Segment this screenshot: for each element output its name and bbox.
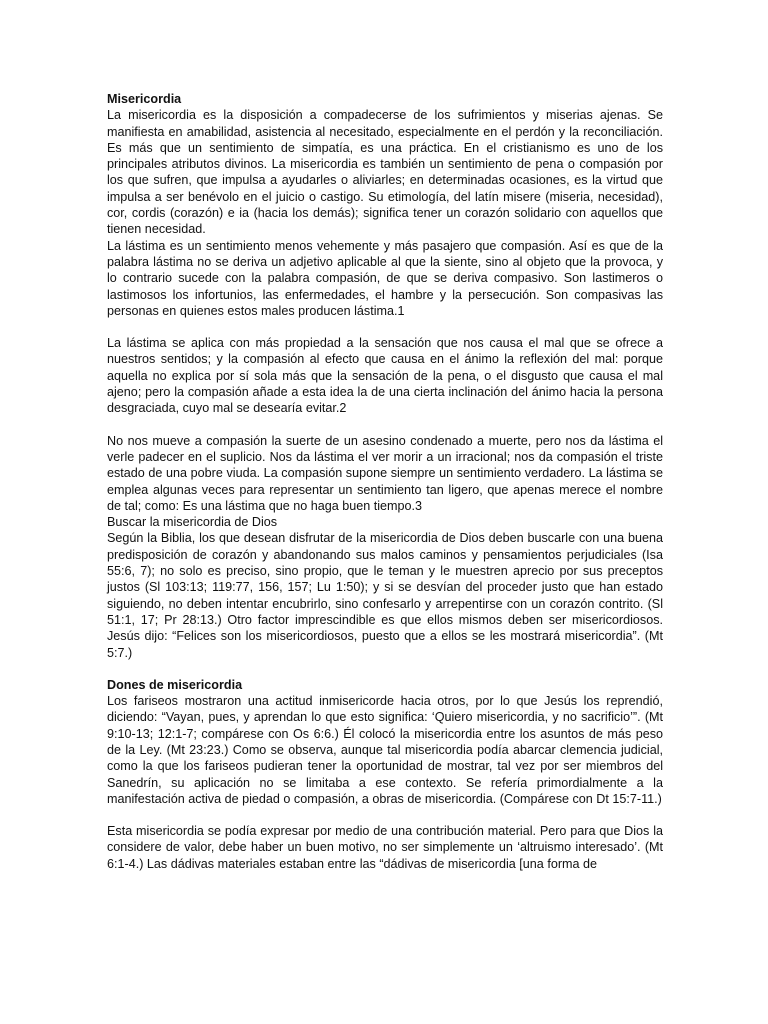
paragraph-definition: La misericordia es la disposición a compadecerse de los sufrimientos y miserias ajenas. Se manifiesta en amabilidad, asistencia al necesitado, especialmente en el perdón y la reconciliación. Es más que un sentimiento de simpatía, es una práctica. En el cristianismo es uno de los principales atributos divinos. La misericordia es también un sentimiento de pena o compasión por los que sufren, que impulsa a ayudarles o aliviarles; en determinadas ocasiones, es la virtud que impulsa a ser benévolo en el juicio o castigo. Su etimología, del latín misere (miseria, necesidad), cor, cordis (corazón) e ia (hacia los demás); significa tener un corazón solidario con aquellos que tienen necesidad. xyxy=(107,108,663,237)
paragraph-gap xyxy=(107,807,663,823)
section-heading-dones: Dones de misericordia xyxy=(107,677,243,692)
paragraph-fariseos: Los fariseos mostraron una actitud inmisericorde hacia otros, por lo que Jesús los reprendió, diciendo: “Vayan, pues, y aprendan lo que esto significa: ‘Quiero misericordia, y no sacrificio’”. (Mt 9:10-13; 12:1-7; compárese con Os 6:6.) Él colocó la misericordia entre los asuntos de más peso de la Ley. (Mt 23:23.) Como se observa, aunque tal misericordia podía abarcar clemencia judicial, como la que los fariseos pudieran tener la oportunidad de mostrar, tal vez por ser miembros del Sanedrín, su aplicación no se limitaba a ese contexto. Se refería primordialmente a la manifestación activa de piedad o compasión, a obras de misericordia. (Compárese con Dt 15:7-11.) xyxy=(107,694,663,806)
paragraph-gap xyxy=(107,417,663,433)
paragraph-contribucion: Esta misericordia se podía expresar por medio de una contribución material. Pero para que Dios la considere de valor, debe haber un buen motivo, no ser simplemente un ‘altruismo interesado’. (Mt 6:1-4.) Las dádivas materiales estaban entre las “dádivas de misericordia [una forma de xyxy=(107,824,663,871)
paragraph-ejemplos: No nos mueve a compasión la suerte de un asesino condenado a muerte, pero nos da lástima el verle padecer en el suplicio. Nos da lástima el ver morir a un irracional; nos da compasión el triste estado de una pobre viuda. La compasión supone siempre un sentimiento verdadero. La lástima se emplea algunas veces para representar un sentimiento tan ligero, que apenas merece el nombre de tal; como: Es una lástima que no haga buen tiempo.3 xyxy=(107,433,663,513)
paragraph-gap xyxy=(107,661,663,677)
paragraph-lastima: La lástima es un sentimiento menos vehemente y más pasajero que compasión. Así es que de la palabra lástima no se deriva un adjetivo aplicable al que la siente, sino al objeto que la provoca, y lo contrario sucede con la palabra compasión, de que se deriva compasivo. Son lastimeros o lastimosos los infortunios, las enfermedades, el hambre y la persecución. Son compasivas las personas en quienes estos males producen lástima.1 xyxy=(107,238,663,318)
paragraph-biblia: Según la Biblia, los que desean disfrutar de la misericordia de Dios deben buscarle con una buena predisposición de corazón y abandonando sus malos caminos y pensamientos perjudiciales (Isa 55:6, 7); no solo es preciso, sino propio, que le teman y le muestren aprecio por sus preceptos justos (Sl 103:13; 119:77, 156, 157; Lu 1:50); y si se desvían del proceder justo que han estado siguiendo, no deben intentar encubrirlo, sino confesarlo y arrepentirse con un corazón contrito. (Sl 51:1, 17; Pr 28:13.) Otro factor imprescindible es que ellos mismos deben ser misericordiosos. Jesús dijo: “Felices son los misericordiosos, puesto que a ellos se les mostrará misericordia”. (Mt 5:7.) xyxy=(107,531,663,660)
paragraph-gap xyxy=(107,319,663,335)
paragraph-lastima-compasion: La lástima se aplica con más propiedad a la sensación que nos causa el mal que se ofrece a nuestros sentidos; y la compasión al efecto que causa en el ánimo la reflexión del mal: porque aquella no explica por sí sola más que la sensación de la pena, o el disgusto que causa el mal ajeno; pero la compasión añade a esta idea la de una cierta inclinación del ánimo hacia la persona desgraciada, cuyo mal se desearía evitar.2 xyxy=(107,336,663,416)
document-page xyxy=(107,91,663,872)
section-heading-buscar: Buscar la misericordia de Dios xyxy=(107,515,278,530)
document-title: Misericordia xyxy=(107,92,182,106)
